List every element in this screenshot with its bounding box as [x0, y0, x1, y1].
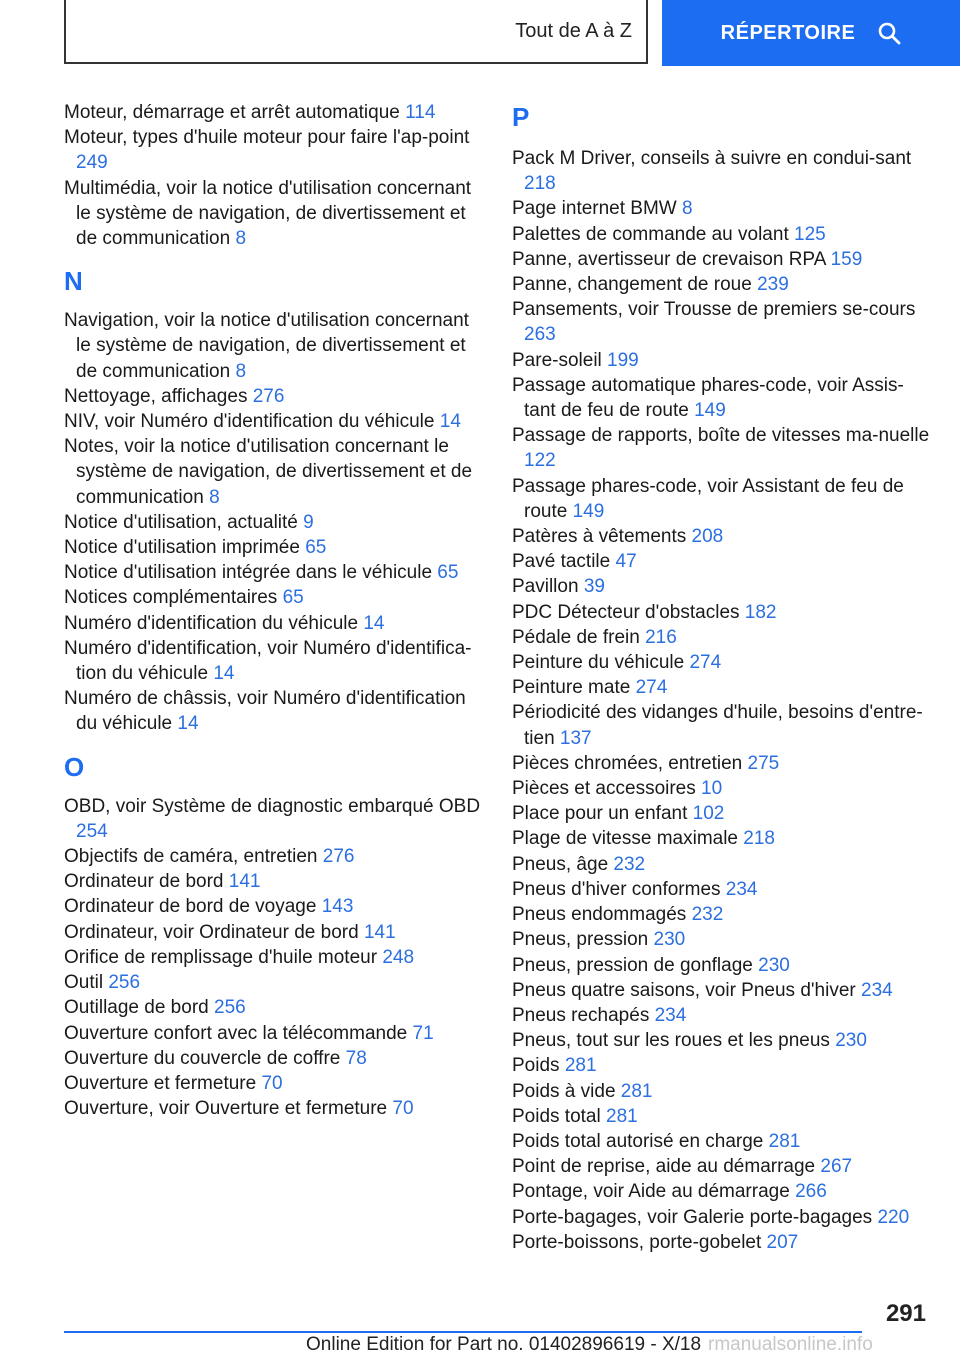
index-entry: [512, 272, 932, 297]
index-entry-text: Pneus endommagés: [512, 904, 687, 926]
index-entry: [512, 247, 932, 272]
index-entry-text: Notice d'utilisation, actualité: [64, 511, 298, 533]
index-entry: [512, 1129, 932, 1154]
index-entry: [512, 1028, 932, 1053]
page-link[interactable]: 239: [757, 274, 789, 296]
index-entry: [64, 1046, 482, 1071]
index-entry-text: Pièces et accessoires: [512, 778, 696, 800]
index-entry-text: Notices complémentaires: [64, 587, 278, 609]
page-link[interactable]: 70: [261, 1072, 283, 1094]
index-entry: [64, 1021, 482, 1046]
index-entry: [512, 574, 932, 599]
page-link[interactable]: 218: [743, 828, 775, 850]
index-entry: [64, 409, 482, 434]
page-link[interactable]: 256: [108, 972, 141, 994]
index-entry-text: Poids total: [512, 1105, 601, 1127]
page-link[interactable]: 267: [820, 1156, 853, 1178]
index-entry: [512, 902, 932, 927]
index-entry: [512, 549, 932, 574]
edition-footer: Online Edition for Part no. 01402896619 - X/18: [306, 1334, 702, 1355]
index-entry: [512, 1230, 932, 1255]
page-link[interactable]: 14: [439, 411, 461, 433]
index-entry-text: Outil: [64, 972, 104, 994]
index-entry-text: Moteur, démarrage et arrêt automatique: [64, 102, 400, 123]
page-link[interactable]: 234: [861, 979, 893, 1001]
page-link[interactable]: 65: [282, 587, 304, 609]
page-link[interactable]: 281: [768, 1130, 801, 1152]
index-entry-text: Porte-boissons, porte-gobelet: [512, 1231, 762, 1253]
index-entry-text: Ouverture confort avec la télécommande: [64, 1022, 408, 1044]
index-entry: [64, 869, 482, 894]
index-entry-text: Poids à vide: [512, 1080, 616, 1102]
page-link[interactable]: 65: [437, 562, 459, 584]
index-entry: [64, 535, 482, 560]
page-link[interactable]: 234: [725, 878, 758, 900]
page-link[interactable]: 8: [682, 198, 693, 220]
page-link[interactable]: 9: [303, 511, 314, 533]
page-link[interactable]: 232: [613, 853, 646, 875]
index-entry-text: Pièces chromées, entretien: [512, 752, 743, 774]
index-entry-text: Patères à vêtements: [512, 526, 687, 548]
index-entry: [64, 585, 482, 610]
index-entry: [512, 196, 932, 221]
index-entry: [64, 176, 482, 252]
index-entry: [512, 675, 932, 700]
index-entry: [512, 1079, 932, 1104]
index-entry-text: Nettoyage, affichages: [64, 385, 248, 407]
page-link[interactable]: 182: [744, 601, 777, 623]
index-entry-text: Ouverture, voir Ouverture et fermeture: [64, 1098, 388, 1120]
index-entry: [512, 776, 932, 801]
index-entry-text: Pavé tactile: [512, 551, 611, 573]
page-link[interactable]: 125: [794, 223, 826, 245]
tab-repertoire-label: RÉPERTOIRE: [720, 21, 856, 44]
page-link[interactable]: 230: [653, 929, 686, 951]
index-entry: [512, 953, 932, 978]
index-entry: [512, 423, 932, 473]
index-entry: [512, 978, 932, 1003]
index-entry-text: Palettes de commande au volant: [512, 223, 789, 245]
index-entry-text: Numéro d'identification du véhicule: [64, 612, 359, 634]
index-entry-text: Notice d'utilisation imprimée: [64, 537, 300, 559]
index-group-n: [64, 308, 482, 736]
page-link[interactable]: 263: [524, 324, 556, 346]
index-entry: [512, 474, 932, 524]
index-entry: [64, 1071, 482, 1096]
index-entry-text: Passage automatique phares-code, voir Assis‐tant de feu de route: [512, 374, 904, 422]
index-entry-text: Moteur, types d'huile moteur pour faire l'ap‐point: [64, 127, 470, 149]
page-link[interactable]: 232: [691, 904, 724, 926]
page-link[interactable]: 216: [645, 626, 677, 648]
index-entry-text: Pneus d'hiver conformes: [512, 878, 721, 900]
index-entry: [64, 945, 482, 970]
index-entry-text: Page internet BMW: [512, 198, 677, 220]
index-entry: [64, 636, 482, 686]
page-link[interactable]: 114: [405, 102, 436, 123]
index-entry-text: Passage phares-code, voir Assistant de feu de route: [512, 475, 904, 522]
index-entry-text: Pack M Driver, conseils à suivre en condui‐sant: [512, 148, 912, 169]
index-entry-text: Ordinateur de bord: [64, 871, 224, 893]
index-entry: [512, 1154, 932, 1179]
index-entry-text: Périodicité des vidanges d'huile, besoins d'entre‐tien: [512, 702, 923, 749]
index-entry: [64, 100, 482, 125]
index-entry: [512, 700, 932, 750]
index-entry: [64, 611, 482, 636]
index-entry: [64, 970, 482, 995]
index-entry: [64, 308, 482, 384]
index-entry-text: Numéro de châssis, voir Numéro d'identification du véhicule: [64, 688, 466, 735]
page-link[interactable]: 149: [572, 500, 605, 522]
index-group-p: [512, 146, 932, 1255]
page-link[interactable]: 65: [305, 537, 327, 559]
page-link[interactable]: 218: [524, 173, 556, 195]
index-entry-text: Pare-soleil: [512, 349, 602, 371]
index-entry: [512, 1179, 932, 1204]
index-entry: [512, 1003, 932, 1028]
page-link[interactable]: 141: [228, 871, 261, 893]
index-entry-text: Outillage de bord: [64, 997, 209, 1019]
index-entry: [512, 625, 932, 650]
page-link[interactable]: 47: [615, 551, 637, 573]
index-entry-text: Pneus quatre saisons, voir Pneus d'hiver: [512, 979, 856, 1001]
page-link[interactable]: 199: [607, 349, 639, 371]
page-link[interactable]: 208: [691, 526, 724, 548]
page-link[interactable]: 230: [758, 954, 790, 976]
index-entry-text: OBD, voir Système de diagnostic embarqué OBD: [64, 795, 481, 817]
index-entry: [64, 434, 482, 510]
search-icon[interactable]: [877, 21, 901, 45]
index-entry-text: Multimédia, voir la notice d'utilisation concernant le système de navigation, de divertissement et de communication: [64, 177, 472, 250]
page-link[interactable]: 143: [321, 896, 354, 918]
page-link[interactable]: 102: [692, 803, 725, 825]
index-entry-text: Place pour un enfant: [512, 803, 688, 825]
index-entry-text: Numéro d'identification, voir Numéro d'identifica‐tion du véhicule: [64, 637, 472, 685]
page-link[interactable]: 254: [76, 820, 108, 842]
page-link[interactable]: 141: [363, 921, 396, 943]
page-link[interactable]: 256: [214, 997, 246, 1019]
index-entry: [512, 524, 932, 549]
page-link[interactable]: 276: [252, 385, 285, 407]
index-entry-text: PDC Détecteur d'obstacles: [512, 601, 740, 623]
page-link[interactable]: 70: [392, 1098, 414, 1120]
page-link[interactable]: 14: [177, 713, 199, 735]
page-link[interactable]: 14: [363, 612, 385, 634]
index-column-right: [512, 100, 932, 1255]
index-entry-text: Peinture du véhicule: [512, 652, 685, 674]
index-entry: [512, 373, 932, 423]
index-entry: [64, 995, 482, 1020]
page-link[interactable]: 220: [877, 1206, 910, 1228]
index-entry: [512, 751, 932, 776]
index-entry: [512, 826, 932, 851]
index-entry-text: Ouverture du couvercle de coffre: [64, 1047, 341, 1069]
index-entry: [64, 794, 482, 844]
index-entry-text: Ordinateur de bord de voyage: [64, 896, 317, 918]
index-group-m: [64, 100, 482, 251]
index-entry-text: Pneus, pression de gonflage: [512, 954, 753, 976]
tab-a-to-z-label: Tout de A à Z: [515, 19, 632, 42]
page-link[interactable]: 281: [564, 1055, 597, 1077]
index-entry: [64, 560, 482, 585]
page-link[interactable]: 8: [209, 486, 220, 508]
index-entry-text: Pneus rechapés: [512, 1004, 650, 1026]
index-entry-text: Panne, changement de roue: [512, 274, 752, 296]
index-entry: [512, 927, 932, 952]
page-link[interactable]: 249: [76, 152, 108, 174]
page-link[interactable]: 230: [835, 1030, 867, 1052]
page-link[interactable]: 281: [620, 1080, 653, 1102]
index-entry: [64, 510, 482, 535]
index-entry: [512, 1053, 932, 1078]
index-entry: [512, 222, 932, 247]
index-entry: [512, 600, 932, 625]
page-link[interactable]: 159: [830, 248, 863, 270]
page-link[interactable]: 14: [213, 663, 235, 685]
tab-repertoire[interactable]: [662, 0, 960, 66]
index-entry: [512, 1205, 932, 1230]
index-entry: [512, 877, 932, 902]
index-entry-text: Poids total autorisé en charge: [512, 1130, 764, 1152]
index-entry: [512, 650, 932, 675]
page-link[interactable]: 10: [701, 778, 723, 800]
index-entry: [512, 348, 932, 373]
page-link[interactable]: 234: [654, 1004, 687, 1026]
index-entry-text: Plage de vitesse maximale: [512, 828, 738, 850]
index-entry: [64, 844, 482, 869]
index-entry: [64, 920, 482, 945]
index-entry-text: Navigation, voir la notice d'utilisation concernant le système de navigation, de divertissement et de communication: [64, 310, 469, 382]
page-link[interactable]: 207: [766, 1231, 799, 1253]
index-entry-text: Point de reprise, aide au démarrage: [512, 1156, 816, 1178]
index-entry-text: NIV, voir Numéro d'identification du véhicule: [64, 411, 435, 433]
page-number: 291: [885, 1300, 926, 1327]
page-link[interactable]: 78: [345, 1047, 367, 1069]
index-entry-text: Ordinateur, voir Ordinateur de bord: [64, 921, 359, 943]
page-link[interactable]: 122: [524, 450, 556, 472]
index-entry: [64, 125, 482, 175]
index-entry-text: Peinture mate: [512, 677, 631, 699]
page-link[interactable]: 71: [412, 1022, 434, 1044]
index-entry-text: Passage de rapports, boîte de vitesses ma‐nuelle: [512, 425, 930, 447]
index-group-o: [64, 794, 482, 1122]
index-entry-text: Pansements, voir Trousse de premiers se‐cours: [512, 299, 916, 321]
index-entry: [64, 1096, 482, 1121]
index-entry-text: Poids: [512, 1055, 560, 1077]
footer-divider: [64, 1331, 862, 1333]
section-letter-n: N: [64, 266, 83, 297]
index-entry-text: Pédale de frein: [512, 626, 640, 648]
page-link[interactable]: 281: [606, 1105, 638, 1127]
index-entry-text: Notes, voir la notice d'utilisation concernant le système de navigation, de divertissement et de communication: [64, 436, 473, 508]
watermark: rmanualsonline.info: [708, 1334, 873, 1355]
index-entry: [512, 146, 932, 196]
index-entry-text: Porte-bagages, voir Galerie porte-bagages: [512, 1206, 873, 1228]
page-link[interactable]: 248: [382, 946, 415, 968]
index-column-left: [64, 100, 482, 1121]
index-entry: [512, 801, 932, 826]
index-entry-text: Objectifs de caméra, entretien: [64, 846, 318, 868]
index-entry: [64, 686, 482, 736]
index-entry: [512, 852, 932, 877]
page-link[interactable]: 276: [322, 846, 355, 868]
index-entry-text: Pavillon: [512, 576, 579, 598]
index-entry-text: Orifice de remplissage d'huile moteur: [64, 946, 378, 968]
page-link[interactable]: 274: [689, 652, 722, 674]
index-entry-text: Ouverture et fermeture: [64, 1072, 257, 1094]
section-letter-o: O: [64, 751, 85, 782]
tab-a-to-z[interactable]: [64, 0, 648, 64]
index-entry: [64, 384, 482, 409]
page-link[interactable]: 274: [635, 677, 668, 699]
page-link[interactable]: 8: [235, 360, 247, 382]
page-link[interactable]: 137: [559, 727, 592, 749]
index-entry-text: Pontage, voir Aide au démarrage: [512, 1181, 790, 1203]
page-link[interactable]: 39: [583, 576, 605, 598]
index-entry: [512, 1104, 932, 1129]
index-entry: [64, 894, 482, 919]
index-entry-text: Pneus, pression: [512, 929, 649, 951]
index-entry-text: Pneus, tout sur les roues et les pneus: [512, 1030, 830, 1052]
page-link[interactable]: 8: [235, 228, 247, 250]
index-entry-text: Notice d'utilisation intégrée dans le véhicule: [64, 562, 433, 584]
index-entry-text: Panne, avertisseur de crevaison RPA: [512, 248, 826, 270]
section-letter-p: P: [512, 102, 530, 132]
page-link[interactable]: 275: [747, 752, 780, 774]
page-link[interactable]: 266: [795, 1181, 827, 1203]
index-entry-text: Pneus, âge: [512, 853, 609, 875]
index-entry: [512, 297, 932, 347]
page-link[interactable]: 149: [694, 400, 726, 422]
